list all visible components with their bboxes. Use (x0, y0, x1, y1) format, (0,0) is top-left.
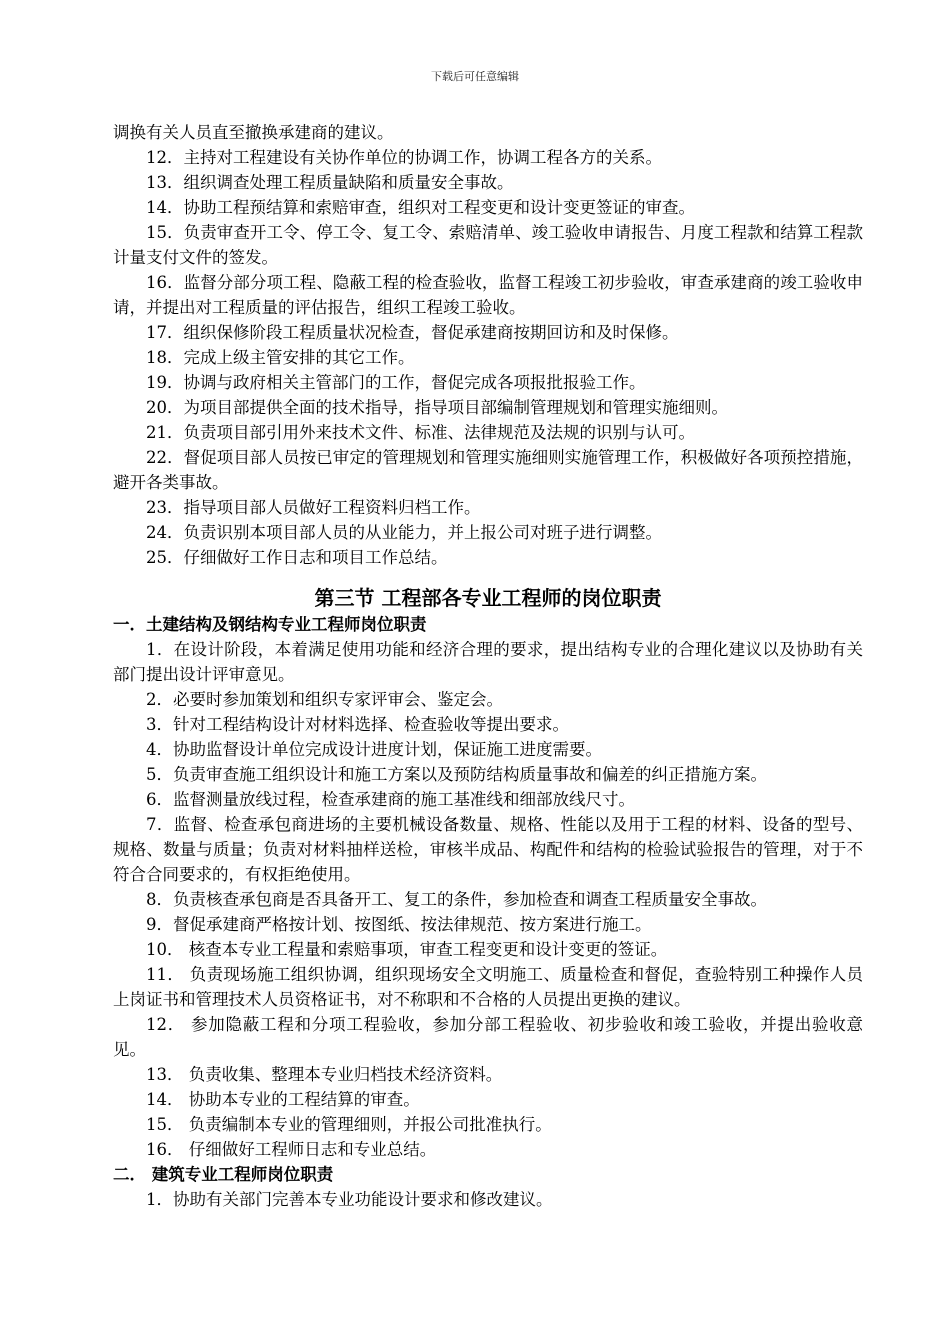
list-item: 22．督促项目部人员按已审定的管理规划和管理实施细则实施管理工作，积极做好各项预控措施，避开各类事故。 (113, 448, 863, 492)
list-item: 16． 仔细做好工程师日志和专业总结。 (146, 1140, 437, 1159)
list-item: 23．指导项目部人员做好工程资料归档工作。 (146, 498, 481, 517)
list-item: 8．负责核查承包商是否具备开工、复工的条件，参加检查和调查工程质量安全事故。 (146, 890, 767, 909)
list-item: 1．协助有关部门完善本专业功能设计要求和修改建议。 (146, 1190, 553, 1209)
list-item: 1．在设计阶段，本着满足使用功能和经济合理的要求，提出结构专业的合理化建议以及协助有关部门提出设计评审意见。 (113, 640, 863, 684)
list-item: 12． 参加隐蔽工程和分项工程验收，参加分部工程验收、初步验收和竣工验收，并提出验收意见。 (113, 1015, 863, 1059)
list-item: 10． 核查本专业工程量和索赔事项，审查工程变更和设计变更的签证。 (146, 940, 668, 959)
list-item: 14． 协助本专业的工程结算的审查。 (146, 1090, 420, 1109)
list-item: 5．负责审查施工组织设计和施工方案以及预防结构质量事故和偏差的纠正措施方案。 (146, 765, 767, 784)
list-item: 9．督促承建商严格按计划、按图纸、按法律规范、按方案进行施工。 (146, 915, 652, 934)
subsection-title: 一．土建结构及钢结构专业工程师岗位职责 (113, 615, 427, 634)
list-item: 25．仔细做好工作日志和项目工作总结。 (146, 548, 448, 567)
list-item: 7．监督、检查承包商进场的主要机械设备数量、规格、性能以及用于工程的材料、设备的型号、规格、数量与质量；负责对材料抽样送检，审核半成品、构配件和结构的检验试验报告的管理，对于不符合合同要求的，有权拒绝使用。 (113, 815, 863, 884)
list-item: 15． 负责编制本专业的管理细则，并报公司批准执行。 (146, 1115, 552, 1134)
list-item: 21．负责项目部引用外来技术文件、标准、法律规范及法规的识别与认可。 (146, 423, 695, 442)
list-item: 11． 负责现场施工组织协调，组织现场安全文明施工、质量检查和督促，查验特别工种操作人员上岗证书和管理技术人员资格证书，对不称职和不合格的人员提出更换的建议。 (113, 965, 863, 1009)
list-item: 12．主持对工程建设有关协作单位的协调工作，协调工程各方的关系。 (146, 148, 662, 167)
list-item: 6．监督测量放线过程，检查承建商的施工基准线和细部放线尺寸。 (146, 790, 635, 809)
list-item: 18．完成上级主管安排的其它工作。 (146, 348, 415, 367)
subsection-title: 二． 建筑专业工程师岗位职责 (113, 1165, 334, 1184)
list-item: 13． 负责收集、整理本专业归档技术经济资料。 (146, 1065, 503, 1084)
section-title: 第三节 工程部各专业工程师的岗位职责 (314, 586, 662, 610)
list-item: 24．负责识别本项目部人员的从业能力，并上报公司对班子进行调整。 (146, 523, 662, 542)
list-item: 16．监督分部分项工程、隐蔽工程的检查验收，监督工程竣工初步验收，审查承建商的竣工验收申请，并提出对工程质量的评估报告，组织工程竣工验收。 (113, 273, 863, 317)
list-item: 14．协助工程预结算和索赔审查，组织对工程变更和设计变更签证的审查。 (146, 198, 695, 217)
list-item: 3．针对工程结构设计对材料选择、检查验收等提出要求。 (146, 715, 569, 734)
list-item: 4．协助监督设计单位完成设计进度计划，保证施工进度需要。 (146, 740, 602, 759)
paragraph: 调换有关人员直至撤换承建商的建议。 (113, 123, 394, 142)
list-item: 2．必要时参加策划和组织专家评审会、鉴定会。 (146, 690, 503, 709)
list-item: 17．组织保修阶段工程质量状况检查，督促承建商按期回访和及时保修。 (146, 323, 679, 342)
list-item: 13．组织调查处理工程质量缺陷和质量安全事故。 (146, 173, 514, 192)
list-item: 20．为项目部提供全面的技术指导，指导项目部编制管理规划和管理实施细则。 (146, 398, 728, 417)
page-header: 下载后可任意编辑 (431, 70, 519, 83)
list-item: 15．负责审查开工令、停工令、复工令、索赔清单、竣工验收申请报告、月度工程款和结算工程款计量支付文件的签发。 (113, 223, 863, 267)
document-body (113, 120, 863, 1212)
list-item: 19．协调与政府相关主管部门的工作，督促完成各项报批报验工作。 (146, 373, 646, 392)
